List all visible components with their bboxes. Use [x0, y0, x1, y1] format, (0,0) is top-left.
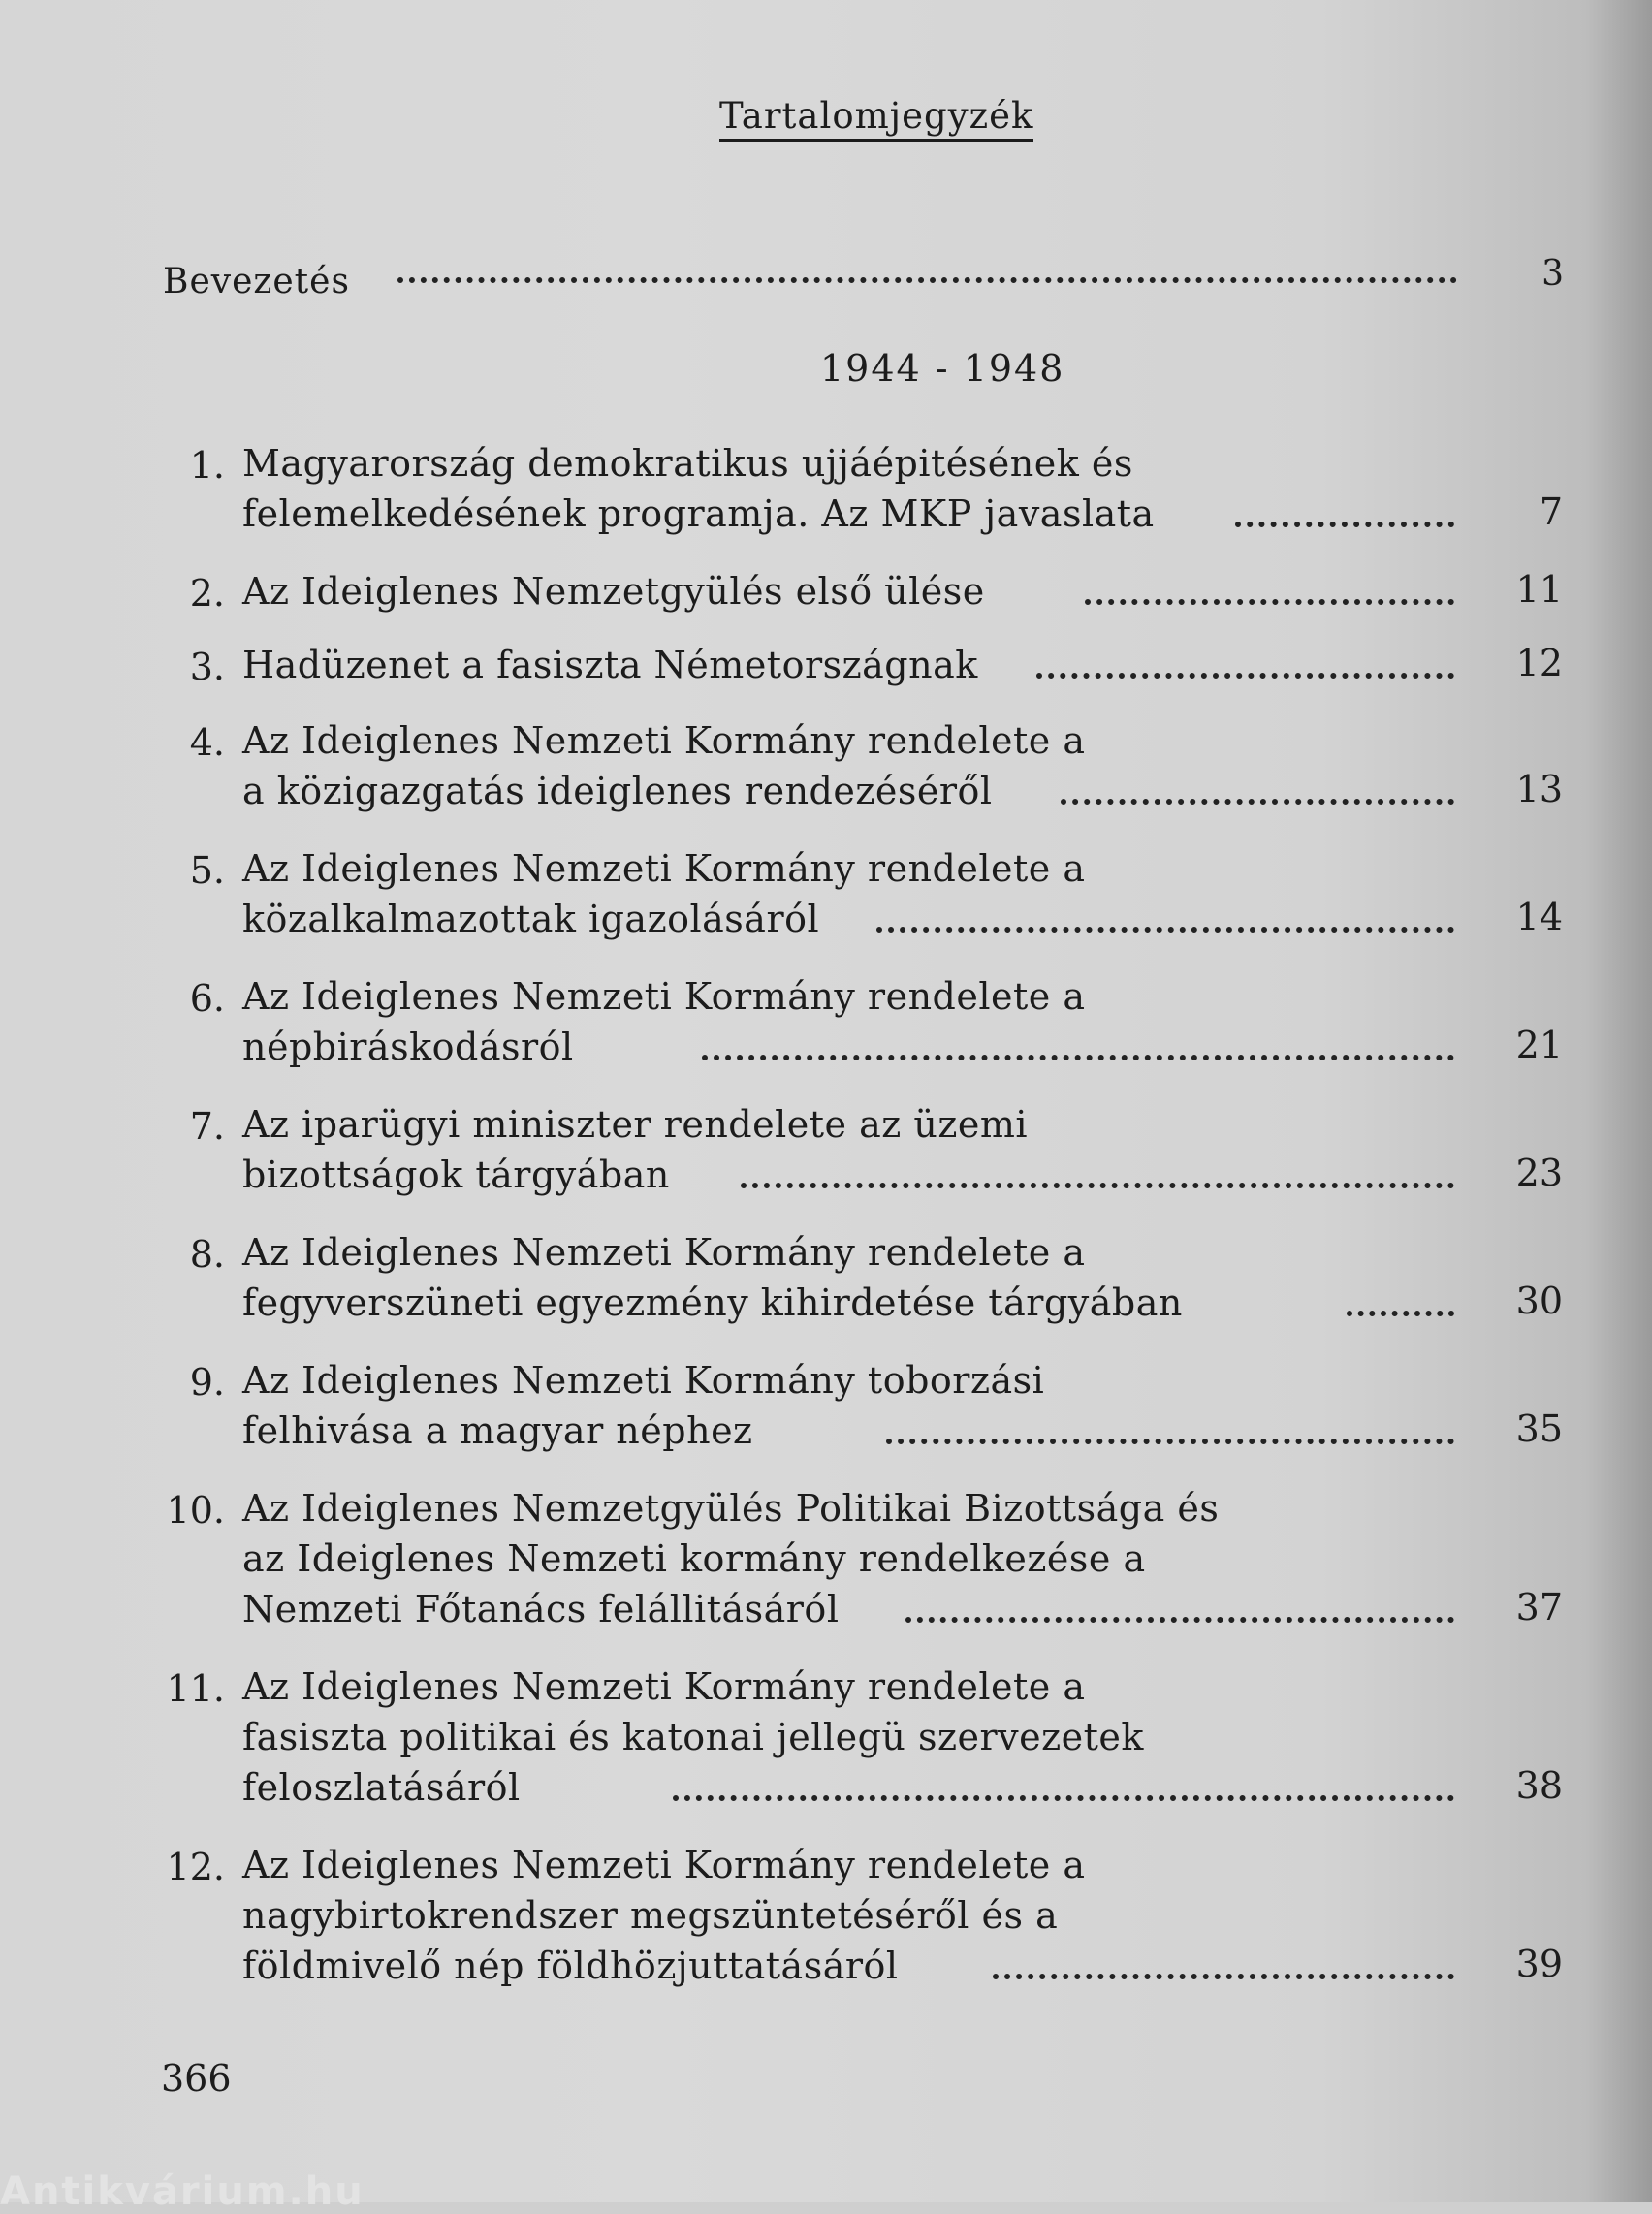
toc-entry-title [242, 438, 1367, 539]
toc-entry-number: 2. [189, 572, 225, 615]
toc-entry-title [242, 640, 1367, 690]
toc-entry-number: 1. [189, 444, 225, 487]
dot-leader [1085, 599, 1454, 605]
toc-entry-line: felhivása a magyar néphez [242, 1409, 753, 1452]
toc-entry-number: 11. [166, 1667, 225, 1710]
dot-leader [886, 1439, 1454, 1444]
toc-entry-title [242, 1227, 1367, 1328]
toc-entry-line: Az Ideiglenes Nemzeti Kormány rendelete a [242, 1665, 1086, 1708]
toc-entry-line: földmivelő nép földhözjuttatásáról [242, 1945, 899, 1987]
toc-entry-number: 10. [166, 1489, 225, 1532]
toc-entry-line: feloszlatásáról [242, 1766, 521, 1809]
toc-entry-page: 7 [1539, 490, 1563, 533]
toc-intro-page: 3 [1541, 254, 1564, 294]
toc-entry-line: népbiráskodásról [242, 1026, 574, 1068]
toc-entry-page: 21 [1515, 1024, 1563, 1066]
toc-entry-line: Az iparügyi miniszter rendelete az üzemi [242, 1103, 1029, 1146]
dot-leader [673, 1795, 1454, 1801]
period-heading: 1944 - 1948 [820, 347, 1065, 390]
toc-entry-number: 8. [189, 1233, 225, 1276]
dot-leader [1235, 522, 1454, 527]
toc-entry-line: bizottságok tárgyában [242, 1154, 670, 1196]
dot-leader [741, 1183, 1454, 1188]
dot-leader [397, 277, 1457, 283]
toc-entry-number: 5. [189, 849, 225, 892]
dot-leader [876, 927, 1454, 933]
toc-entry-line: Magyarország demokratikus ujjáépitésének és [242, 442, 1133, 485]
toc-entry-line: Az Ideiglenes Nemzeti Kormány rendelete a [242, 1844, 1086, 1886]
toc-entry-line: Az Ideiglenes Nemzeti Kormány rendelete a [242, 719, 1086, 762]
toc-entry-line: Az Ideiglenes Nemzeti Kormány rendelete a [242, 1231, 1086, 1274]
toc-entry-number: 12. [166, 1846, 225, 1888]
toc-intro-label: Bevezetés [163, 262, 350, 301]
toc-entry-page: 12 [1515, 642, 1563, 684]
toc-entry-page: 30 [1515, 1280, 1563, 1322]
dot-leader [1347, 1311, 1454, 1316]
toc-entry-page: 23 [1515, 1152, 1563, 1194]
toc-entry-title [242, 566, 1367, 617]
toc-entry-title [242, 1661, 1367, 1813]
toc-entry-number: 7. [189, 1105, 225, 1148]
page-number: 366 [161, 2057, 232, 2100]
watermark: Antikvárium.hu [0, 2169, 365, 2214]
toc-entry-page: 11 [1515, 568, 1563, 611]
toc-entry-number: 4. [189, 721, 225, 764]
toc-entry-line: Az Ideiglenes Nemzeti Kormány toborzási [242, 1359, 1045, 1402]
toc-entry-line: Az Ideiglenes Nemzeti Kormány rendelete a [242, 847, 1086, 890]
toc-entry-line: fegyverszüneti egyezmény kihirdetése tárgyában [242, 1281, 1183, 1324]
toc-entry-title [242, 1840, 1367, 1991]
dot-leader [905, 1617, 1454, 1623]
toc-entry-page: 14 [1515, 896, 1563, 938]
toc-entry-number: 9. [189, 1361, 225, 1404]
toc-entry-page: 37 [1515, 1586, 1563, 1629]
dot-leader [702, 1055, 1454, 1060]
toc-entry-line: az Ideiglenes Nemzeti kormány rendelkezése a [242, 1537, 1146, 1580]
toc-intro-entry [163, 254, 1564, 302]
dot-leader [1061, 799, 1454, 805]
toc-entry-line: Az Ideiglenes Nemzetgyülés Politikai Bizottsága és [242, 1487, 1220, 1530]
toc-entry-line: a közigazgatás ideiglenes rendezéséről [242, 770, 993, 812]
dot-leader [993, 1974, 1454, 1979]
toc-entry-line: Az Ideiglenes Nemzetgyülés első ülése [242, 570, 985, 613]
toc-entry-line: közalkalmazottak igazolásáról [242, 898, 820, 940]
toc-entry-line: fasiszta politikai és katonai jellegü szervezetek [242, 1716, 1144, 1758]
toc-entry-page: 39 [1515, 1943, 1563, 1985]
toc-entry-page: 13 [1515, 768, 1563, 810]
toc-entry-line: nagybirtokrendszer megszüntetéséről és a [242, 1894, 1059, 1937]
toc-entry-line: felemelkedésének programja. Az MKP javaslata [242, 492, 1155, 535]
dot-leader [1036, 673, 1454, 679]
toc-entry-number: 3. [189, 646, 225, 688]
toc-entry-page: 38 [1515, 1764, 1563, 1807]
toc-entry-line: Az Ideiglenes Nemzeti Kormány rendelete a [242, 975, 1086, 1018]
toc-entry-title [242, 1483, 1367, 1634]
page-title: Tartalomjegyzék [719, 95, 1033, 142]
toc-entry-line: Hadüzenet a fasiszta Németországnak [242, 644, 978, 686]
toc-entry-page: 35 [1515, 1407, 1563, 1450]
toc-entry-number: 6. [189, 977, 225, 1020]
toc-entry-line: Nemzeti Főtanács felállitásáról [242, 1588, 840, 1630]
